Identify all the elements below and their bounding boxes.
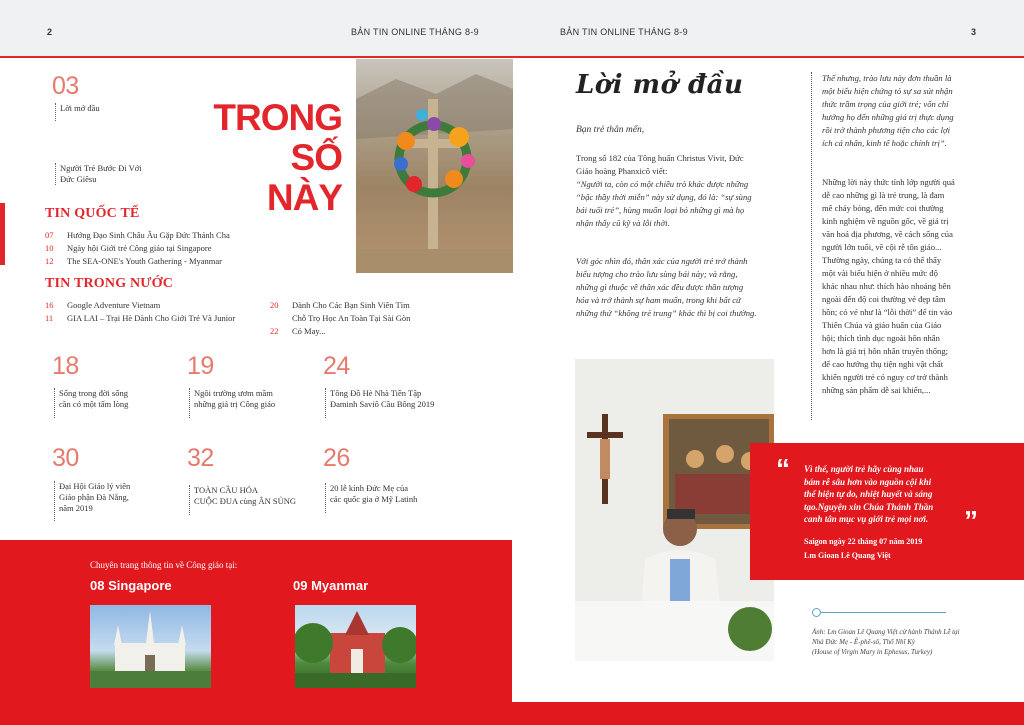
grid-item-line: Tông Đồ Hè Nhà Tiền Tập: [330, 388, 422, 398]
article-column-2-intro: [822, 72, 1007, 150]
text-line: kinh nghiệm về nguồn gốc, về giá trị: [822, 216, 949, 226]
text-line: những sản phẩm dễ sai khiến,...: [822, 385, 931, 395]
item-page: 22: [270, 326, 279, 336]
grid-item[interactable]: [189, 388, 275, 418]
text-line: ngoài đến độ coi thường vẻ đẹp tâm: [822, 294, 946, 304]
item-title: Google Adventure Vietnam: [67, 300, 161, 310]
text-line: Thường ngày, chúng ta có thể thấy: [822, 255, 942, 265]
text-line: nhận thấy cũ kỹ và lỗi thời.: [576, 218, 670, 228]
item-page: 10: [45, 243, 54, 253]
edge-marker: [0, 203, 5, 265]
grid-item[interactable]: [325, 388, 434, 418]
country-banner: [0, 540, 512, 725]
item-title: GIA LAI – Trại Hè Dành Cho Giới Trẻ Và Junior: [67, 313, 236, 323]
toc-item-youth[interactable]: [55, 163, 142, 185]
text-line: Những lời này thức tỉnh lớp người quá: [822, 177, 955, 187]
toc-item-label: Đức Giêsu: [60, 174, 97, 184]
article-paragraph-1: [576, 152, 786, 230]
text-line: “Người ta, còn có một chiều trò khác được những: [576, 179, 749, 189]
toc-item-label: Lời mở đầu: [60, 103, 100, 113]
text-line: người lớn tuổi, về cội rễ tôn giáo...: [822, 242, 942, 252]
quote-author: Lm Gioan Lê Quang Việt: [804, 551, 891, 560]
grid-item-line: 20 lễ kính Đức Mẹ của: [330, 483, 409, 493]
item-page: 11: [45, 313, 54, 323]
grid-number: 24: [323, 352, 350, 380]
contents-title: [212, 98, 342, 218]
text-line: Với góc nhìn đó, thân xác của người trẻ trở thành: [576, 256, 748, 266]
title-line: TRONG: [213, 97, 342, 138]
grid-item-line: những giá trị Công giáo: [194, 399, 276, 409]
grid-item-line: các quốc gia ở Mỹ Latinh: [330, 494, 418, 504]
item-page: 12: [45, 256, 54, 266]
text-line: bám rễ sâu hơn vào nguồn cội khi: [804, 476, 932, 487]
top-bar: [0, 0, 1024, 58]
title-line: NÀY: [266, 177, 342, 218]
text-line: tạo.Nguyện xin Chúa Thánh Thần: [804, 501, 934, 512]
text-line: Giáo hoàng Phanxicô viết:: [576, 166, 668, 176]
page-number-left: 2: [47, 27, 53, 37]
section-heading-domestic: TIN TRONG NƯỚC: [45, 276, 174, 291]
bottom-strip: [512, 702, 1024, 725]
grid-item-line: Sống trong đời sống: [59, 388, 128, 398]
church-art: [295, 605, 416, 688]
text-line: biểu tượng cho trào lưu sùng bái này; và rằng,: [576, 269, 738, 279]
grid-item-line: Ngôi trường ươm mầm: [194, 388, 273, 398]
grid-item-line: CUỘC ĐUA cùng ÂN SỦNG: [194, 496, 297, 506]
article-paragraph-2: [576, 255, 786, 320]
item-title: Ngày hội Giới trẻ Công giáo tại Singapore: [67, 243, 212, 253]
list-item[interactable]: [45, 255, 230, 268]
text-line: những thứ “không trẻ trung” khác thì bị coi thường.: [576, 308, 757, 318]
grid-item[interactable]: [325, 483, 417, 513]
photo-caption: [812, 627, 1017, 657]
text-line: (House of Virgin Mary in Ephesus, Turkey): [812, 648, 933, 656]
text-line: Vì thế, người trẻ hãy cùng nhau: [804, 464, 924, 474]
grid-item[interactable]: [54, 481, 130, 521]
grid-item-line: TOÀN CẦU HÓA: [194, 485, 259, 495]
grid-item[interactable]: [189, 485, 296, 515]
header-title-right: BẢN TIN ONLINE THÁNG 8-9: [560, 27, 688, 37]
text-line: Ảnh: Lm Gioan Lê Quang Việt cử hành Thánh Lễ tại: [812, 628, 960, 636]
text-line: những gì thuộc về thân xác đều được thần tượng: [576, 282, 744, 292]
text-line: hồn; có vẻ như là “lỗi thời” để tin vào: [822, 307, 953, 317]
item-title: Có May...: [292, 326, 326, 336]
text-line: hội; thích tình dục ngoài hôn nhân: [822, 333, 940, 343]
close-quote-icon: ”: [964, 505, 978, 536]
grid-item-line: cần có một tấm lòng: [59, 399, 129, 409]
cross-photo: [356, 59, 513, 273]
text-line: Nhà Đức Mẹ - Ê-phê-sô, Thổ Nhĩ Kỳ: [812, 638, 915, 646]
list-item[interactable]: [45, 299, 235, 312]
article-column-2-body: [822, 176, 1007, 397]
item-page: 16: [45, 300, 54, 310]
text-line: canh tân mục vụ giới trẻ mọi nơi.: [804, 514, 929, 524]
text-line: ích cá nhân, kinh tế hoặc chính trị”.: [822, 138, 947, 148]
text-line: khiến người trẻ có nguy cơ trở thành: [822, 372, 948, 382]
text-line: khác nhau như: thích hào nhoáng bên: [822, 281, 951, 291]
banner-caption: Chuyên trang thông tin về Công giáo tại:: [90, 560, 238, 570]
text-line: hóa và trở thành sự ham muốn, trong khi bất cứ: [576, 295, 741, 305]
text-line: hướng họ đến những giá trị thực dụng: [822, 112, 954, 122]
quote-date: Saigon ngày 22 tháng 07 năm 2019: [804, 537, 923, 546]
quote-text: [804, 463, 1014, 526]
text-line: “bậc thầy thời miễn” này sử dụng, đó là: “sự sùng: [576, 192, 752, 202]
text-line: Thế nhưng, trào lưu này đơn thuần là: [822, 73, 952, 83]
quote-box: [750, 443, 1024, 580]
grid-item-line: Giáo phận Đà Nẵng,: [59, 492, 129, 502]
article-greeting: Bạn trẻ thân mến,: [576, 125, 645, 135]
grid-item-line: năm 2019: [59, 503, 93, 513]
item-page: 07: [45, 230, 54, 240]
item-title: The SEA-ONE's Youth Gathering - Myanmar: [67, 256, 222, 266]
text-line: văn hoá địa phương, về cách sống của: [822, 229, 953, 239]
item-title: Dành Cho Các Bạn Sinh Viên Tìm: [292, 300, 410, 310]
cross-photo-art: [356, 59, 513, 273]
text-line: hơn là giá trị hôn nhân truyền thống;: [822, 346, 949, 356]
text-line: bái tuổi trẻ”, hùng muốn loại bỏ những gì mà họ: [576, 205, 745, 215]
intl-list: [45, 229, 230, 268]
item-title-continued: Chỗ Trọ Học An Toàn Tại Sài Gòn: [292, 313, 411, 323]
grid-number: 18: [52, 352, 79, 380]
text-line: rồi trở thành phương tiện cho các lợi: [822, 125, 951, 135]
grid-number: 26: [323, 444, 350, 472]
domestic-list: [45, 299, 235, 325]
grid-number: 19: [187, 352, 214, 380]
list-item[interactable]: [270, 299, 410, 312]
singapore-photo: [90, 605, 211, 688]
column-divider: [811, 72, 812, 420]
church-art: [90, 605, 211, 688]
text-line: dễ cao những gì là trẻ trung, là đam: [822, 190, 945, 200]
text-line: Trong số 182 của Tông huấn Christus Vivit, Đức: [576, 153, 744, 163]
article-title: Lời mở đầu: [576, 70, 744, 100]
section-heading-intl: TIN QUỐC TẾ: [45, 206, 140, 221]
banner-link-myanmar[interactable]: 09 Myanmar: [293, 578, 369, 593]
list-item[interactable]: [45, 242, 230, 255]
header-title-left: BẢN TIN ONLINE THÁNG 8-9: [351, 27, 479, 37]
grid-item-line: Đại Hội Giáo lý viên: [59, 481, 131, 491]
toc-number: 03: [52, 72, 79, 100]
toc-item-label: Người Trẻ Bước Đi Với: [60, 163, 142, 173]
text-line: một vài biểu hiện ở nhiều mức độ: [822, 268, 938, 278]
caption-rule: [821, 612, 946, 613]
text-line: một biểu hiện chứng tỏ sự sa sút nhận: [822, 86, 953, 96]
item-title: Hướng Đạo Sinh Châu Âu Gặp Đức Thánh Cha: [67, 230, 230, 240]
grid-number: 32: [187, 444, 214, 472]
list-item[interactable]: [270, 325, 410, 338]
grid-number: 30: [52, 444, 79, 472]
domestic-list-right: [270, 299, 410, 338]
list-item[interactable]: [45, 229, 230, 242]
page-number-right: 3: [971, 27, 977, 37]
text-line: Thiên Chúa và giáo huấn của Giáo: [822, 320, 942, 330]
text-line: để cao hướng thụ tiện nghi vật chất: [822, 359, 944, 369]
item-page: 20: [270, 300, 279, 310]
text-line: mê cháy bỏng, đến mức coi thường: [822, 203, 944, 213]
priest-photo-art: [575, 359, 774, 661]
grid-item[interactable]: [54, 388, 128, 418]
text-line: thức trầm trọng của giới trẻ; vốn chỉ: [822, 99, 949, 109]
caption-dot-icon: [812, 608, 821, 617]
title-line: SỐ: [290, 137, 342, 178]
list-item[interactable]: [45, 312, 235, 325]
banner-link-singapore[interactable]: 08 Singapore: [90, 578, 172, 593]
text-line: thể hiện tự do, nhiệt huyết và sáng: [804, 489, 933, 499]
priest-photo: [575, 359, 774, 661]
toc-item-intro[interactable]: [55, 103, 100, 121]
myanmar-photo: [295, 605, 416, 688]
grid-item-line: Đaminh Saviô Cầu Bông 2019: [330, 399, 435, 409]
open-quote-icon: “: [776, 453, 790, 484]
